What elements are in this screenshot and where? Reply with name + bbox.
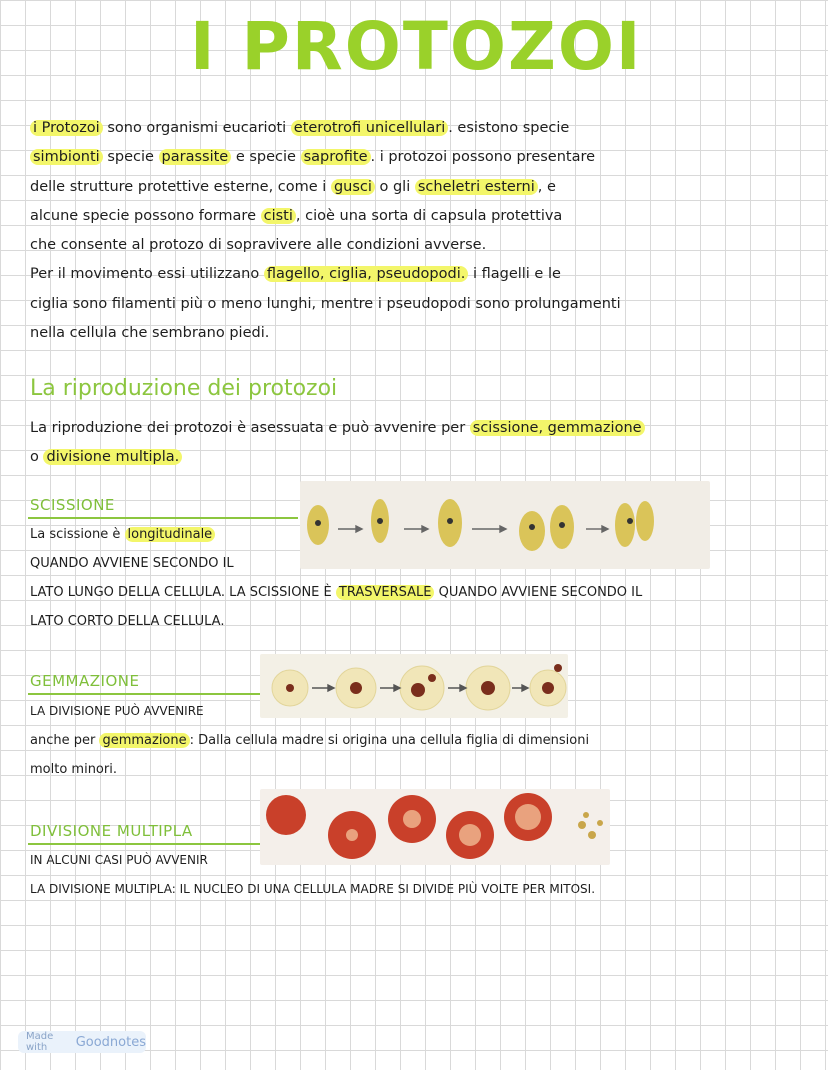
intro-line-3: delle strutture protettive esterne, come i gusci o gli scheletri esterni , e	[30, 178, 556, 195]
intro-line-6: Per il movimento essi utilizzano flagello, ciglia, pseudopodi. i flagelli e le	[30, 266, 561, 283]
scissione-line-2: QUANDO AVVIENE SECONDO IL	[30, 556, 234, 571]
gemmazione-line-1: LA DIVISIONE PUÒ AVVENIRE	[30, 704, 204, 718]
divisione-multipla-image	[260, 789, 610, 865]
gemmazione-diagram-icon	[260, 654, 568, 718]
gemmazione-image	[260, 654, 568, 718]
intro-line-5: che consente al protozo di sopravivere alle condizioni avverse.	[30, 237, 487, 254]
intro-line-8: nella cellula che sembrano piedi.	[30, 325, 270, 342]
divisione-multipla-diagram-icon	[260, 789, 610, 865]
intro-line-4: alcune specie possono formare cisti , cioè una sorta di capsula protettiva	[30, 207, 563, 224]
scissione-line-4: LATO CORTO DELLA CELLULA.	[30, 614, 225, 629]
scissione-diagram-icon	[300, 481, 710, 569]
underline-scissione	[28, 517, 298, 519]
badge-brand: Goodnotes	[75, 1034, 146, 1050]
intro-paragraph	[30, 114, 810, 348]
intro-line-2: simbionti specie parassite e specie saprofite . i protozoi possono presentare	[30, 143, 810, 172]
badge-made-with: Made with	[26, 1031, 54, 1053]
multipla-line-1: IN ALCUNI CASI PUÒ AVVENIR	[30, 853, 208, 867]
scissione-line-1: La scissione è longitudinale	[30, 527, 215, 542]
scissione-image	[300, 481, 710, 569]
gemmazione-line-3: molto minori.	[30, 762, 117, 777]
repro-line-1: La riproduzione dei protozoi è asessuata e può avvenire per scissione, gemmazione	[30, 414, 810, 443]
section-heading-riproduzione: La riproduzione dei protozoi	[30, 376, 338, 401]
underline-gemmazione	[28, 693, 260, 695]
repro-paragraph	[30, 414, 810, 473]
page-title: I PROTOZOI	[190, 8, 643, 85]
intro-line-1: i Protozoi sono organismi eucarioti eterotrofi unicellulari . esistono specie	[30, 114, 810, 143]
scissione-line-3: LATO LUNGO DELLA CELLULA. LA SCISSIONE È TRASVERSALE QUANDO AVVIENE SECONDO IL	[30, 585, 643, 600]
subheading-divisione-multipla: DIVISIONE MULTIPLA	[30, 822, 193, 840]
underline-divisione-multipla	[28, 843, 260, 845]
intro-line-7: ciglia sono filamenti più o meno lunghi, mentre i pseudopodi sono prolungamenti	[30, 295, 621, 312]
multipla-line-2: LA DIVISIONE MULTIPLA: IL NUCLEO DI UNA CELLULA MADRE SI DIVIDE PIÙ VOLTE PER MITOSI.	[30, 882, 596, 896]
gemmazione-line-2: anche per gemmazione : Dalla cellula madre si origina una cellula figlia di dimensioni	[30, 733, 590, 748]
subheading-gemmazione: GEMMAZIONE	[30, 672, 140, 690]
repro-line-2: o divisione multipla.	[30, 443, 810, 472]
goodnotes-badge	[18, 1031, 146, 1053]
subheading-scissione: SCISSIONE	[30, 496, 115, 514]
